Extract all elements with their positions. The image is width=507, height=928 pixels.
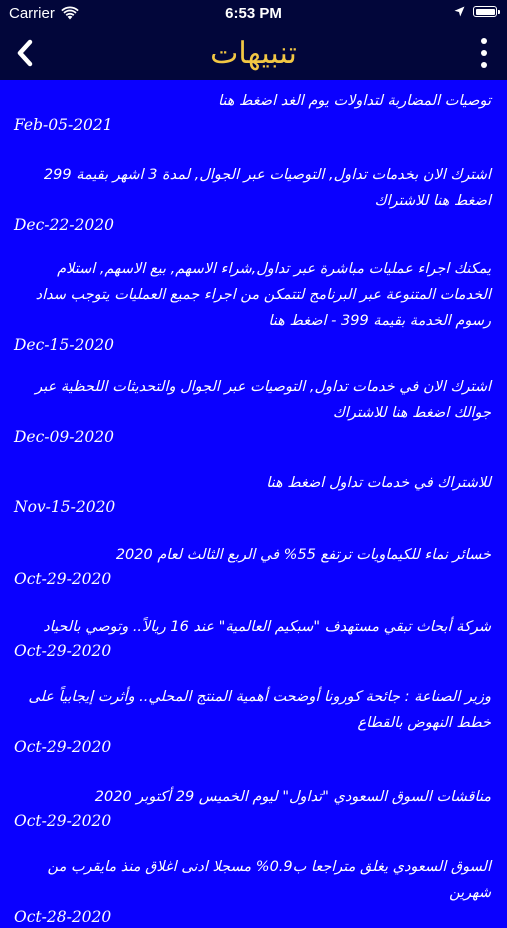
notification-item[interactable] bbox=[14, 854, 491, 928]
notification-date: Oct-29-2020 bbox=[14, 812, 112, 830]
navigation-bar bbox=[0, 28, 507, 80]
notification-message: السوق السعودي يغلق متراجعا ب0.9% مسجلا ادنى اغلاق منذ مايقرب من شهرين bbox=[47, 859, 491, 901]
status-time: 6:53 PM bbox=[225, 5, 282, 22]
notification-date: Oct-29-2020 bbox=[14, 738, 112, 756]
notification-message: يمكنك اجراء عمليات مباشرة عبر تداول,شراء الاسهم, بيع الاسهم, استلام الخدمات المتنوعة عبر البرنامج لتتمكن من اجراء جميع العمليات يتوجب سداد رسوم الخدمة بقيمة 399 - اضغط هنا bbox=[35, 261, 491, 329]
notification-message: للاشتراك في خدمات تداول اضغط هنا bbox=[266, 475, 491, 491]
notification-item[interactable] bbox=[14, 88, 491, 136]
notification-item[interactable] bbox=[14, 256, 491, 356]
notification-date: Oct-28-2020 bbox=[14, 908, 112, 926]
page-title: تنبيهات bbox=[210, 36, 297, 71]
notification-item[interactable] bbox=[14, 470, 491, 518]
notification-message: خسائر نماء للكيماويات ترتفع 55% في الربع الثالث لعام 2020 bbox=[115, 547, 491, 563]
more-options-button[interactable] bbox=[477, 38, 491, 68]
notification-message: مناقشات السوق السعودي "تداول" ليوم الخميس 29 أكتوبر 2020 bbox=[94, 789, 491, 805]
location-arrow-icon bbox=[454, 6, 465, 17]
notification-date: Dec-09-2020 bbox=[14, 428, 114, 446]
notification-message: شركة أبحاث تبقي مستهدف "سبكيم العالمية" عند 16 ريالاً.. وتوصي بالحياد bbox=[43, 619, 491, 635]
notification-item[interactable] bbox=[14, 374, 491, 448]
notification-message: وزير الصناعة : جائحة كورونا أوضحت أهمية المنتج المحلي.. وأثرت إيجابياً على خطط النهوض بالقطاع bbox=[28, 689, 491, 731]
carrier-label: Carrier bbox=[9, 5, 55, 22]
notification-message: اشترك الان بخدمات تداول, التوصيات عبر الجوال, لمدة 3 اشهر بقيمة 299 اضغط هنا للاشتراك bbox=[43, 167, 491, 209]
more-vertical-icon bbox=[481, 38, 487, 44]
more-vertical-icon-dot bbox=[481, 62, 487, 68]
notification-item[interactable] bbox=[14, 542, 491, 590]
notification-date: Dec-15-2020 bbox=[14, 336, 114, 354]
notification-item[interactable] bbox=[14, 162, 491, 236]
notification-date: Feb-05-2021 bbox=[14, 116, 113, 134]
more-vertical-icon-dot bbox=[481, 50, 487, 56]
notifications-list[interactable] bbox=[0, 80, 507, 926]
notification-date: Dec-22-2020 bbox=[14, 216, 114, 234]
notification-date: Oct-29-2020 bbox=[14, 570, 112, 588]
notification-item[interactable] bbox=[14, 614, 491, 662]
notification-date: Nov-15-2020 bbox=[14, 498, 116, 516]
battery-icon bbox=[473, 6, 497, 17]
notification-date: Oct-29-2020 bbox=[14, 642, 112, 660]
notification-item[interactable] bbox=[14, 784, 491, 832]
notification-message: توصيات المضاربة لتداولات يوم الغد اضغط هنا bbox=[217, 93, 491, 109]
notification-item[interactable] bbox=[14, 684, 491, 758]
status-right bbox=[454, 6, 497, 17]
notification-message: اشترك الان في خدمات تداول, التوصيات عبر الجوال والتحديثات اللحظية عبر جوالك اضغط هنا للاشتراك bbox=[35, 379, 491, 421]
status-bar bbox=[0, 0, 507, 28]
